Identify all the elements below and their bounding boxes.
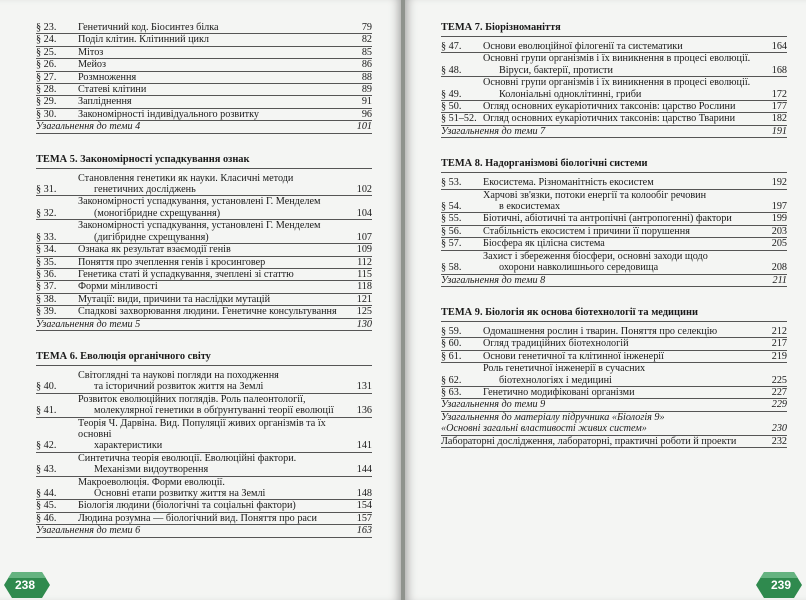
section-number: § 28. (36, 84, 57, 96)
entry-title (78, 257, 353, 268)
entry-title (78, 72, 358, 83)
extra-entry[interactable] (441, 412, 787, 436)
entry-title (483, 190, 768, 213)
section-number: § 45. (36, 500, 57, 512)
entry-title-line: Закономірності успадкування, установлені Г. Менделем (78, 196, 321, 208)
section-number: § 47. (441, 41, 462, 52)
page-ref: 205 (771, 238, 787, 250)
entry-title (483, 326, 768, 337)
section-number: § 38. (36, 293, 57, 305)
section-number: § 61. (441, 350, 462, 362)
theme9-entries (441, 326, 787, 448)
entry-title-line: Ознака як результат взаємодії генів (78, 244, 231, 256)
page-ref: 172 (771, 88, 787, 100)
entry-title (483, 251, 768, 274)
entry-title-line: Лабораторні дослідження, лабораторні, практичні роботи й проекти (441, 435, 737, 447)
toc-entry[interactable] (36, 281, 372, 293)
entry-title (78, 173, 353, 196)
toc-entry[interactable] (36, 394, 372, 418)
theme8-block (441, 158, 787, 287)
entry-title-line: Генетичний код. Біосинтез білка (78, 22, 219, 33)
entry-title-line: Основні групи організмів і їх виникнення в процесі еволюції. (483, 53, 751, 65)
entry-title-line: Поділ клітин. Клітинний цикл (78, 34, 210, 46)
left-toc (36, 22, 372, 538)
toc-entry[interactable] (36, 370, 372, 394)
right-page-number-badge (756, 570, 806, 600)
entry-title-continuation: генетичних досліджень (94, 184, 196, 196)
toc-entry[interactable] (441, 177, 787, 189)
toc-entry[interactable] (36, 477, 372, 501)
section-number: § 41. (36, 405, 57, 417)
page-ref: 163 (356, 525, 372, 537)
page-ref: 182 (771, 113, 787, 125)
section-number: § 35. (36, 256, 57, 268)
entry-title (483, 77, 768, 100)
toc-entry[interactable] (441, 251, 787, 275)
page-ref: 109 (356, 244, 372, 256)
summary-title: Узагальнення до теми 8 (441, 274, 546, 286)
page-ref: 227 (771, 386, 787, 398)
section-number: § 25. (36, 46, 57, 58)
entry-title (78, 59, 358, 70)
page-ref: 141 (356, 440, 372, 452)
theme9-title: ТЕМА 9. Біологія як основа біотехнології та медицини (441, 307, 787, 322)
entry-title-line: Одомашнення рослин і тварин. Поняття про селекцію (483, 325, 718, 337)
entry-title-line: Мейоз (78, 59, 107, 71)
entry-title-line: Харчові зв'язки, потоки енергії та колообіг речовин (483, 189, 707, 201)
summary-title: Узагальнення до теми 4 (36, 121, 141, 133)
theme8-entries (441, 177, 787, 287)
section-number: § 42. (36, 440, 57, 452)
entry-title (483, 101, 768, 112)
theme-summary-entry[interactable] (441, 399, 787, 411)
entry-title-line: Світоглядні та наукові погляди на походження (78, 369, 279, 381)
theme9-block (441, 307, 787, 448)
section-number: § 54. (441, 201, 462, 213)
page-ref: 217 (771, 338, 787, 350)
entry-title-continuation: Механізми видоутворення (94, 464, 209, 476)
left-page-number: 238 (14, 578, 36, 592)
section-number: § 30. (36, 108, 57, 120)
summary-title: Узагальнення до теми 7 (441, 125, 546, 137)
page-ref: 85 (361, 46, 372, 58)
toc-entry[interactable] (441, 351, 787, 363)
section-number: § 58. (441, 262, 462, 274)
entry-title-line: Теорія Ч. Дарвіна. Вид. Популяції живих організмів та їх основні (78, 417, 326, 440)
toc-entry[interactable] (441, 113, 787, 125)
entry-title-continuation: молекулярної генетики в обґрунтуванні теорії еволюції (94, 405, 334, 417)
toc-entry[interactable] (441, 41, 787, 53)
entry-title-line: Поняття про зчеплення генів і кросинговер (78, 256, 266, 268)
entry-title (78, 306, 353, 317)
toc-entry[interactable] (441, 77, 787, 101)
toc-entry[interactable] (441, 190, 787, 214)
toc-entry[interactable] (36, 220, 372, 244)
theme7-block (441, 22, 787, 138)
page-ref: 115 (357, 268, 372, 280)
section-number: § 55. (441, 213, 462, 225)
theme-summary-entry[interactable] (441, 126, 787, 138)
toc-entry[interactable] (36, 84, 372, 96)
page-ref: 96 (361, 108, 372, 120)
theme-summary-entry[interactable] (36, 525, 372, 537)
entry-title-line: Становлення генетики як науки. Класичні методи (78, 172, 294, 184)
entry-title (441, 412, 768, 435)
entry-title-line: Огляд основних еукаріотичних таксонів: царство Тварини (483, 113, 736, 125)
toc-entry[interactable] (441, 326, 787, 338)
section-number: § 56. (441, 225, 462, 237)
section-number: § 50. (441, 101, 462, 113)
entry-title (78, 477, 353, 500)
page-ref: 101 (356, 121, 372, 133)
section-number: § 40. (36, 381, 57, 393)
entry-title-line: Синтетична теорія еволюції. Еволюційні фактори. (78, 452, 297, 464)
theme5-entries (36, 173, 372, 331)
entry-title-continuation: біотехнологіях і медицині (499, 374, 612, 386)
page-ref: 211 (772, 274, 787, 286)
entry-title-line: Роль генетичної інженерії в сучасних (483, 363, 646, 375)
page-ref: 157 (356, 512, 372, 524)
page-ref: 199 (771, 213, 787, 225)
entry-title-line: Спадкові захворювання людини. Генетичне консультування (78, 306, 337, 318)
entry-title (483, 338, 768, 349)
section-number: § 31. (36, 184, 57, 196)
entry-title-line: Форми мінливості (78, 281, 158, 293)
entry-title-continuation: (дигібридне схрещування) (94, 231, 209, 243)
section-number: § 27. (36, 71, 57, 83)
page-ref: 212 (771, 325, 787, 337)
page-ref: 118 (357, 281, 372, 293)
section-number: § 26. (36, 59, 57, 71)
entry-title-line: Розмноження (78, 71, 137, 83)
entry-title-line: Огляд традиційних біотехнологій (483, 338, 629, 350)
section-number: § 33. (36, 231, 57, 243)
toc-entry[interactable] (36, 96, 372, 108)
entry-title-continuation: Віруси, бактерії, протисти (499, 64, 613, 76)
entry-title-line: Огляд основних еукаріотичних таксонів: царство Рослини (483, 101, 736, 113)
section-number: § 48. (441, 64, 462, 76)
entry-title (78, 294, 353, 305)
entry-title (483, 363, 768, 386)
page-ref: 164 (771, 41, 787, 52)
entry-title-line: Біотичні, абіотичні та антропічні (антропогенні) фактори (483, 213, 732, 225)
page-ref: 203 (771, 225, 787, 237)
page-ref: 144 (356, 464, 372, 476)
entry-title (78, 22, 358, 33)
entry-title-line: Закономірності успадкування, установлені Г. Менделем (78, 220, 321, 232)
toc-entry[interactable] (36, 196, 372, 220)
section-number: § 62. (441, 374, 462, 386)
page-ref: 121 (356, 293, 372, 305)
entry-title (483, 53, 768, 76)
entry-title (78, 244, 353, 255)
entry-title-line: Основи генетичної та клітинної інженерії (483, 350, 664, 362)
entry-title-line: Генетика статі й успадкування, зчеплені зі статтю (78, 268, 294, 280)
section-number: § 44. (36, 488, 57, 499)
page-ref: 232 (771, 435, 787, 447)
entry-title (483, 177, 768, 188)
entry-title-line: Людина розумна — біологічний вид. Поняття про раси (78, 512, 317, 524)
entry-title (78, 96, 358, 107)
toc-entry[interactable] (36, 306, 372, 318)
toc-entry[interactable] (36, 294, 372, 306)
theme6-block (36, 351, 372, 538)
entry-title (483, 387, 768, 398)
toc-entry[interactable] (441, 238, 787, 250)
toc-entry[interactable] (36, 34, 372, 46)
extra-entry[interactable] (441, 436, 787, 448)
page-ref: 107 (356, 231, 372, 243)
summary-title: Узагальнення до теми 6 (36, 525, 141, 537)
entry-title (483, 226, 768, 237)
entry-title-continuation: та історичний розвиток життя на Землі (94, 381, 264, 393)
entry-title (78, 453, 353, 476)
entry-title-line: Стабільність екосистем і причини її порушення (483, 225, 690, 237)
page-ref: 91 (361, 96, 372, 108)
entry-title (78, 47, 358, 58)
toc-entry[interactable] (36, 47, 372, 59)
section-number: § 46. (36, 512, 57, 524)
entry-title (78, 220, 353, 243)
theme4-entries (36, 22, 372, 134)
page-ref: 112 (357, 256, 372, 268)
section-number: § 49. (441, 88, 462, 100)
toc-entry[interactable] (36, 173, 372, 197)
page-ref: 229 (771, 399, 787, 411)
entry-title-continuation: Колоніальні одноклітинні, гриби (499, 88, 642, 100)
entry-title (441, 436, 768, 447)
entry-title-continuation: в екосистемах (499, 201, 561, 213)
entry-title-continuation: Основні етапи розвитку життя на Землі (94, 488, 266, 499)
entry-title-line: Основні групи організмів і їх виникнення в процесі еволюції. (483, 77, 751, 89)
right-toc (441, 22, 787, 448)
page-ref: 102 (356, 184, 372, 196)
section-number: § 57. (441, 238, 462, 250)
section-number: § 59. (441, 325, 462, 337)
toc-entry[interactable] (36, 500, 372, 512)
page-ref: 154 (356, 500, 372, 512)
section-number: § 43. (36, 464, 57, 476)
page-ref: 104 (356, 207, 372, 219)
page-ref: 130 (356, 318, 372, 330)
entry-title-line: Макроеволюція. Форми еволюції. (78, 476, 225, 488)
theme6-title: ТЕМА 6. Еволюція органічного світу (36, 351, 372, 366)
toc-entry[interactable] (36, 418, 372, 453)
section-number: § 53. (441, 177, 462, 189)
entry-title (483, 238, 768, 249)
toc-entry[interactable] (441, 387, 787, 399)
theme5-block (36, 154, 372, 331)
page-ref: 208 (771, 262, 787, 274)
section-number: § 51–52. (441, 113, 477, 125)
theme-summary-entry[interactable] (36, 121, 372, 133)
page-ref: 86 (361, 59, 372, 71)
entry-title (483, 41, 768, 52)
page-ref: 225 (771, 374, 787, 386)
right-page (405, 0, 806, 600)
toc-entry[interactable] (36, 513, 372, 525)
page-ref: 136 (356, 405, 372, 417)
entry-title (78, 513, 353, 524)
entry-title (78, 34, 358, 45)
page-ref: 82 (361, 34, 372, 46)
toc-entry[interactable] (441, 53, 787, 77)
toc-entry[interactable] (441, 101, 787, 113)
entry-title-line: Мітоз (78, 46, 104, 58)
entry-title (78, 394, 353, 417)
theme8-title: ТЕМА 8. Надорганізмові біологічні системи (441, 158, 787, 173)
entry-title (483, 351, 768, 362)
page-ref: 230 (771, 423, 787, 435)
toc-entry[interactable] (36, 244, 372, 256)
page-ref: 192 (771, 177, 787, 189)
section-number: § 36. (36, 268, 57, 280)
summary-title: Узагальнення до теми 9 (441, 399, 546, 411)
page-ref: 131 (356, 381, 372, 393)
entry-title (78, 418, 353, 452)
toc-entry[interactable] (441, 338, 787, 350)
entry-title (483, 113, 768, 124)
toc-entry[interactable] (36, 59, 372, 71)
entry-title-line: Основи еволюційної філогенії та систематики (483, 41, 683, 52)
entry-title-line: Мутації: види, причини та наслідки мутацій (78, 293, 271, 305)
page-ref: 177 (771, 101, 787, 113)
entry-title-continuation: характеристики (94, 440, 163, 452)
page-ref: 125 (356, 306, 372, 318)
entry-title-line: Статеві клітини (78, 84, 147, 96)
entry-title (483, 213, 768, 224)
entry-title-line: Закономірності індивідуального розвитку (78, 108, 260, 120)
entry-title (78, 196, 353, 219)
theme5-title: ТЕМА 5. Закономірності успадкування ознак (36, 154, 372, 169)
page-ref: 148 (356, 488, 372, 499)
entry-title-line: Біологія людини (біологічні та соціальні фактори) (78, 500, 296, 512)
toc-entry[interactable] (36, 72, 372, 84)
entry-title-line: Генетично модифіковані організми (483, 386, 635, 398)
theme-summary-entry[interactable] (36, 319, 372, 331)
entry-title (78, 84, 358, 95)
entry-title-line: Запліднення (78, 96, 132, 108)
entry-title-line: Захист і збереження біосфери, основні заходи щодо (483, 250, 708, 262)
page-ref: 219 (771, 350, 787, 362)
toc-entry[interactable] (36, 269, 372, 281)
page-ref: 88 (361, 71, 372, 83)
entry-title (78, 269, 353, 280)
entry-title (78, 281, 353, 292)
section-number: § 60. (441, 338, 462, 350)
section-number: § 32. (36, 207, 57, 219)
toc-entry[interactable] (441, 363, 787, 387)
page-ref: 89 (361, 84, 372, 96)
entry-title (78, 370, 353, 393)
toc-entry[interactable] (36, 257, 372, 269)
theme-summary-entry[interactable] (441, 275, 787, 287)
toc-entry[interactable] (36, 109, 372, 121)
section-number: § 23. (36, 22, 57, 33)
section-number: § 39. (36, 306, 57, 318)
toc-entry[interactable] (36, 22, 372, 34)
page-ref: 79 (361, 22, 372, 33)
left-page (0, 0, 401, 600)
entry-title-line: Біосфера як цілісна система (483, 238, 605, 250)
toc-entry[interactable] (441, 213, 787, 225)
page-ref: 168 (771, 64, 787, 76)
page-ref: 191 (771, 125, 787, 137)
entry-title-line: Екосистема. Різноманітність екосистем (483, 177, 654, 189)
section-number: § 63. (441, 386, 462, 398)
entry-title (78, 500, 353, 511)
left-page-number-badge (0, 570, 50, 600)
right-page-number: 239 (770, 578, 792, 592)
theme7-entries (441, 41, 787, 138)
theme6-entries (36, 370, 372, 538)
section-number: § 29. (36, 96, 57, 108)
entry-title-continuation: охорони навколишнього середовища (499, 262, 659, 274)
entry-title-continuation: (моногібридне схрещування) (94, 207, 221, 219)
section-number: § 24. (36, 34, 57, 46)
theme7-title: ТЕМА 7. Біорізноманіття (441, 22, 787, 37)
section-number: § 37. (36, 281, 57, 293)
entry-title (78, 109, 358, 120)
toc-entry[interactable] (441, 226, 787, 238)
toc-entry[interactable] (36, 453, 372, 477)
summary-title: Узагальнення до теми 5 (36, 318, 141, 330)
entry-title-line: Розвиток еволюційних поглядів. Роль палеонтології, (78, 393, 306, 405)
entry-title-continuation: «Основні загальні властивості живих систем» (441, 423, 647, 435)
entry-title-line: Узагальнення до матеріалу підручника «Біологія 9» (441, 411, 665, 423)
section-number: § 34. (36, 244, 57, 256)
page-ref: 197 (771, 201, 787, 213)
